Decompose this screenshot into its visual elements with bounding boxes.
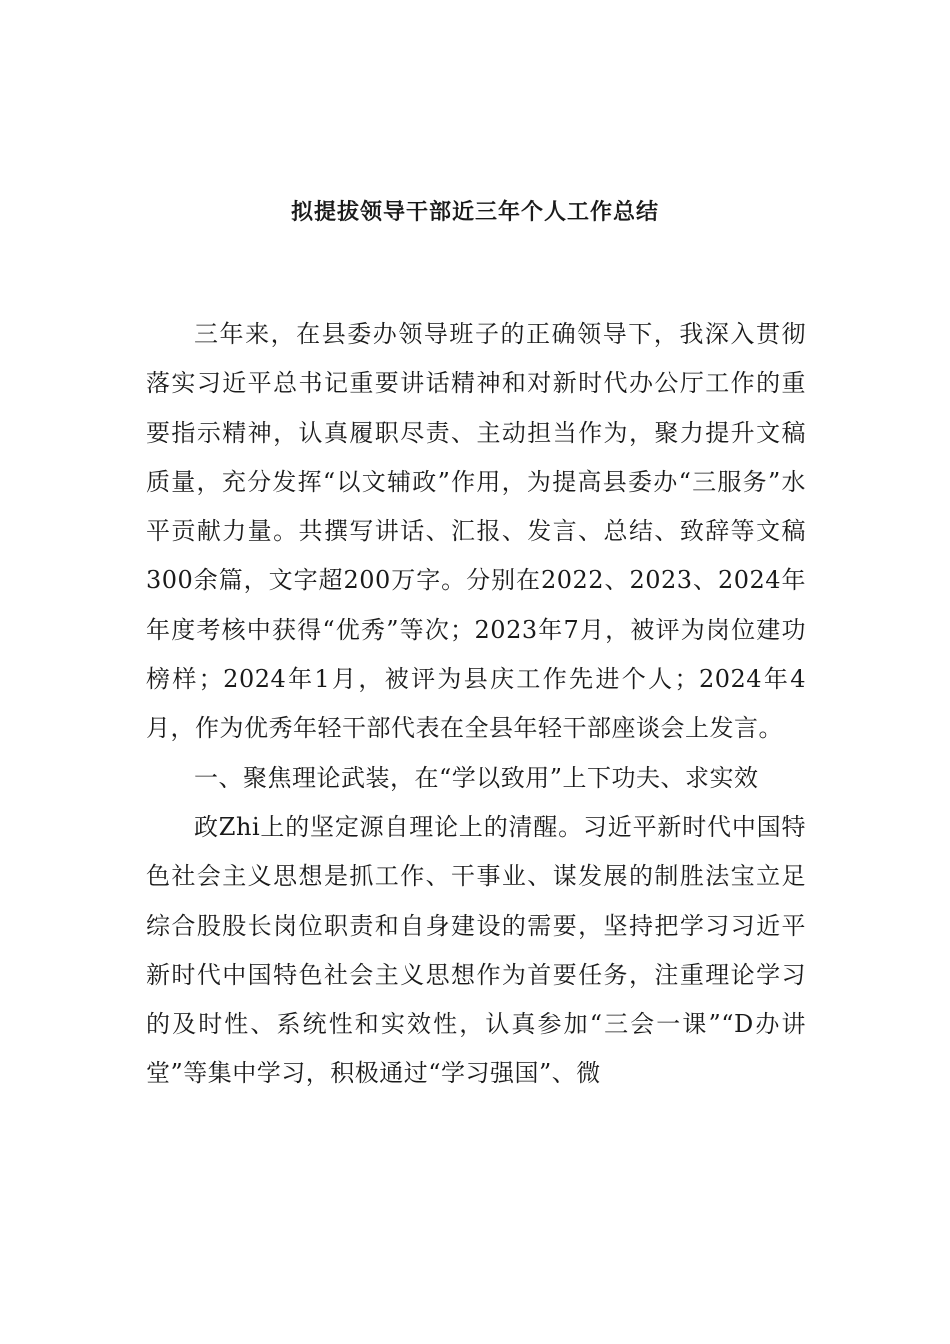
section-heading-1: 一、聚焦理论武装，在“学以致用”上下功夫、求实效 [194, 763, 759, 792]
paragraph-section-1: 政Zhi上的坚定源自理论上的清醒。习近平新时代中国特色社会主义思想是抓工作、干事业、谋发展的制胜法宝立足综合股股长岗位职责和自身建设的需要，坚持把学习习近平新时代中国特色社会主义思想作为首要任务，注重理论学习的及时性、系统性和实效性，认真参加“三会一课”“D办讲堂”等集中学习，积极通过“学习强国”、微 [146, 812, 806, 1088]
paragraph-intro: 三年来，在县委办领导班子的正确领导下，我深入贯彻落实习近平总书记重要讲话精神和对新时代办公厅工作的重要指示精神，认真履职尽责、主动担当作为，聚力提升文稿质量，充分发挥“以文辅政”作用，为提高县委办“三服务”水平贡献力量。共撰写讲话、汇报、发言、总结、致辞等文稿300余篇，文字超200万字。分别在2022、2023、2024年年度考核中获得“优秀”等次；2023年7月，被评为岗位建功榜样；2024年1月，被评为县庆工作先进个人；2024年4月，作为优秀年轻干部代表在全县年轻干部座谈会上发言。 [146, 320, 806, 743]
document-body [146, 310, 806, 1099]
document-title: 拟提拔领导干部近三年个人工作总结 [290, 200, 659, 225]
